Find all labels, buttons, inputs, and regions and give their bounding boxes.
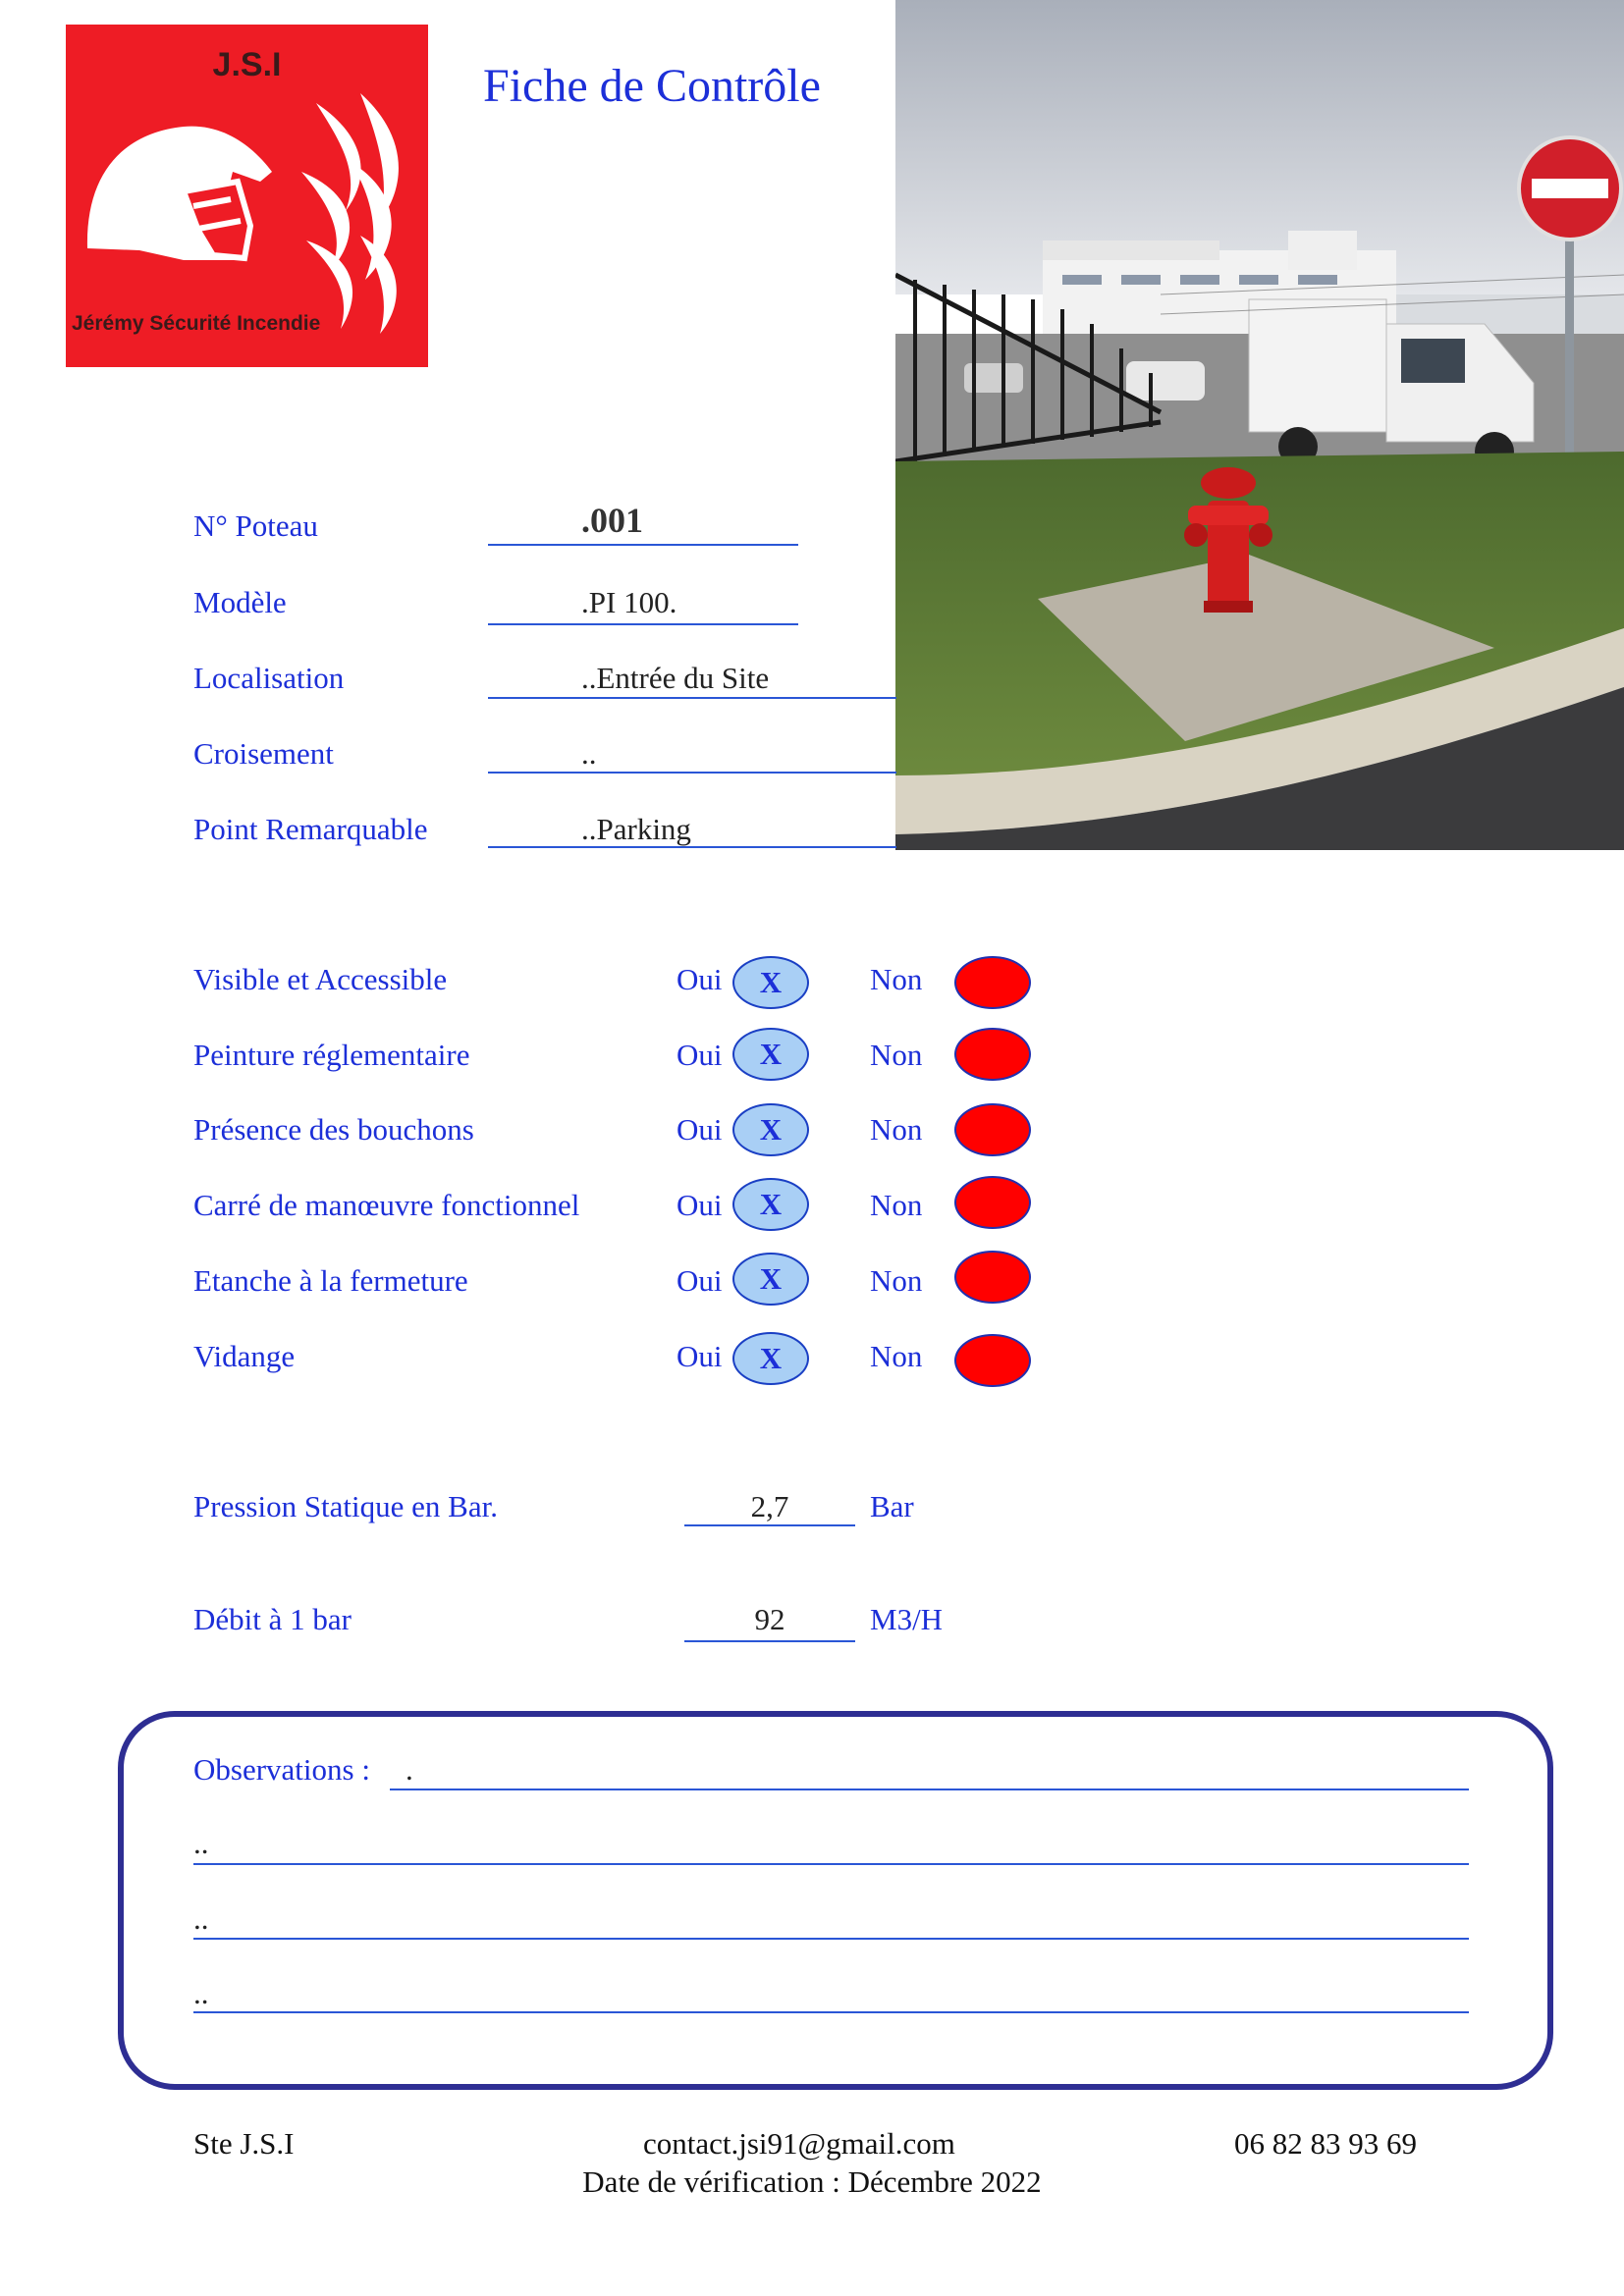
debit-underline xyxy=(684,1640,855,1642)
debit-label: Débit à 1 bar xyxy=(193,1602,352,1636)
debit-value: 92 xyxy=(754,1602,785,1636)
check-label: Visible et Accessible xyxy=(193,962,448,996)
footer-email[interactable]: contact.jsi91@gmail.com xyxy=(643,2126,955,2161)
oui-label: Oui xyxy=(677,1038,723,1072)
point-remarquable-underline xyxy=(488,846,896,848)
pression-value: 2,7 xyxy=(750,1489,789,1523)
non-label: Non xyxy=(870,1038,923,1072)
check-label: Vidange xyxy=(193,1339,296,1373)
oui-label: Oui xyxy=(677,1188,723,1222)
logo-tagline: Jérémy Sécurité Incendie xyxy=(72,312,321,335)
oui-checkbox[interactable]: X xyxy=(732,1178,809,1231)
debit-unit: M3/H xyxy=(870,1602,944,1636)
oui-checkbox[interactable]: X xyxy=(732,1253,809,1306)
localisation-value: ..Entrée du Site xyxy=(581,661,770,695)
non-checkbox[interactable] xyxy=(954,1176,1031,1229)
localisation-label: Localisation xyxy=(193,661,345,695)
poteau-underline xyxy=(488,544,798,546)
observation-line[interactable]: .. xyxy=(193,1901,209,1936)
non-checkbox[interactable] xyxy=(954,1103,1031,1156)
point-remarquable-label: Point Remarquable xyxy=(193,812,428,846)
observation-underline xyxy=(193,1938,1469,1940)
pression-label: Pression Statique en Bar. xyxy=(193,1489,498,1523)
oui-label: Oui xyxy=(677,1112,723,1147)
non-label: Non xyxy=(870,1263,923,1298)
observation-line[interactable]: . xyxy=(406,1752,413,1787)
page-title: Fiche de Contrôle xyxy=(483,60,821,112)
footer-phone: 06 82 83 93 69 xyxy=(1234,2126,1417,2161)
non-checkbox[interactable] xyxy=(954,1028,1031,1081)
non-label: Non xyxy=(870,1339,923,1373)
oui-checkbox[interactable]: X xyxy=(732,1028,809,1081)
observation-underline xyxy=(193,2011,1469,2013)
poteau-value: .001 xyxy=(581,501,643,540)
footer-company: Ste J.S.I xyxy=(193,2126,295,2161)
check-label: Carré de manœuvre fonctionnel xyxy=(193,1188,580,1222)
oui-checkbox[interactable]: X xyxy=(732,956,809,1009)
check-label: Etanche à la fermeture xyxy=(193,1263,468,1298)
logo-brand: J.S.I xyxy=(212,46,282,83)
modele-label: Modèle xyxy=(193,585,287,619)
footer-date: Date de vérification : Décembre 2022 xyxy=(582,2164,1042,2199)
observations-label: Observations : xyxy=(193,1752,370,1787)
pression-underline xyxy=(684,1524,855,1526)
localisation-underline xyxy=(488,697,896,699)
pression-unit: Bar xyxy=(870,1489,914,1523)
oui-label: Oui xyxy=(677,962,723,996)
oui-label: Oui xyxy=(677,1339,723,1373)
oui-checkbox[interactable]: X xyxy=(732,1103,809,1156)
observation-underline xyxy=(390,1789,1469,1790)
non-checkbox[interactable] xyxy=(954,1334,1031,1387)
croisement-label: Croisement xyxy=(193,736,334,771)
croisement-underline xyxy=(488,772,896,774)
oui-label: Oui xyxy=(677,1263,723,1298)
non-checkbox[interactable] xyxy=(954,1251,1031,1304)
company-logo xyxy=(66,25,428,367)
oui-checkbox[interactable]: X xyxy=(732,1332,809,1385)
observation-underline xyxy=(193,1863,1469,1865)
non-label: Non xyxy=(870,1112,923,1147)
modele-value: .PI 100. xyxy=(581,585,677,619)
non-label: Non xyxy=(870,962,923,996)
croisement-value: .. xyxy=(581,736,597,771)
check-label: Présence des bouchons xyxy=(193,1112,474,1147)
non-checkbox[interactable] xyxy=(954,956,1031,1009)
observation-line[interactable]: .. xyxy=(193,1976,209,2010)
observation-line[interactable]: .. xyxy=(193,1826,209,1860)
point-remarquable-value: ..Parking xyxy=(581,812,691,846)
fire-hydrant-photo xyxy=(895,0,1624,850)
check-label: Peinture réglementaire xyxy=(193,1038,470,1072)
modele-underline xyxy=(488,623,798,625)
non-label: Non xyxy=(870,1188,923,1222)
poteau-label: N° Poteau xyxy=(193,508,318,543)
